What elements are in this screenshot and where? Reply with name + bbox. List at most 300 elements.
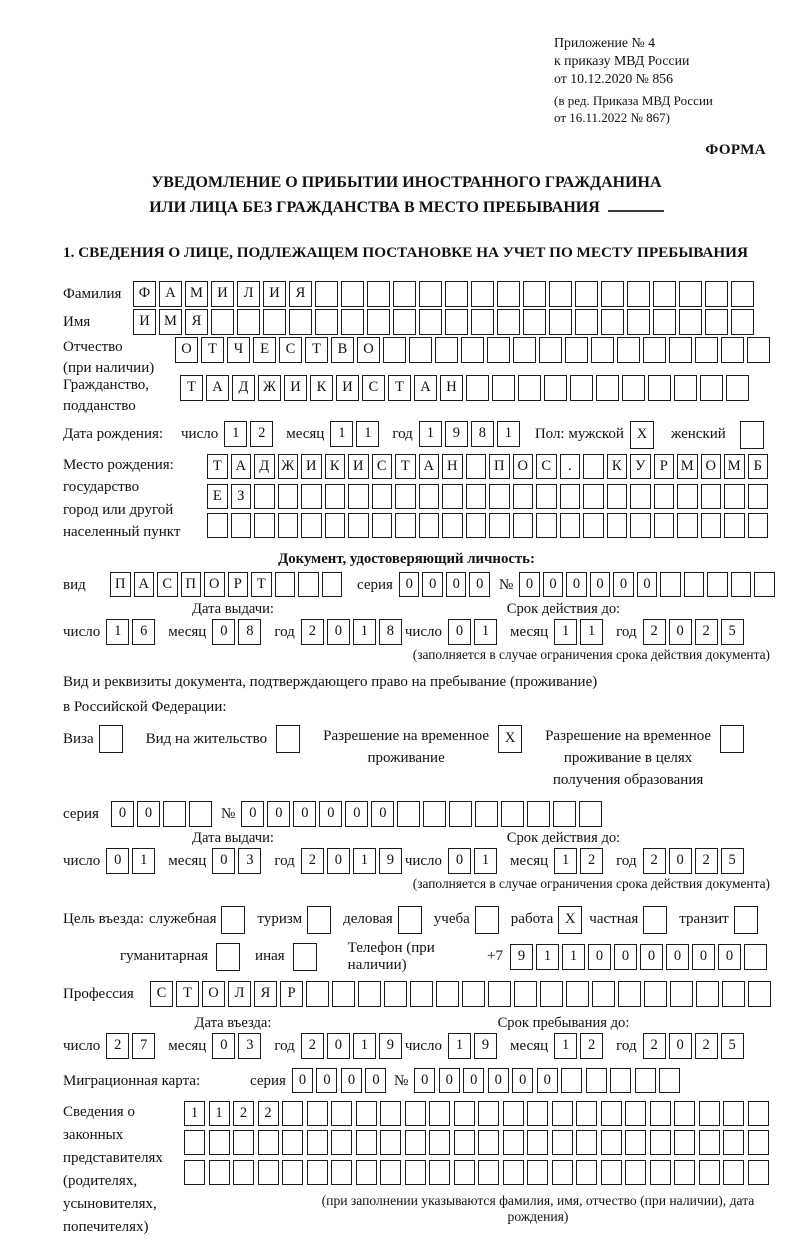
purpose-private-cell[interactable] [643, 906, 667, 934]
given-name-cell[interactable] [315, 309, 338, 335]
citizenship-cell[interactable] [518, 375, 541, 401]
patronymic-cell[interactable]: С [279, 337, 302, 363]
patronymic-cell[interactable] [643, 337, 666, 363]
birth-place-cell[interactable] [207, 513, 228, 538]
representatives-cell[interactable] [380, 1130, 401, 1155]
profession-cell[interactable] [696, 981, 719, 1007]
given-name-cell[interactable]: И [133, 309, 156, 335]
res-valid-day-cell[interactable]: 1 [474, 848, 497, 874]
res-issue-year-cell[interactable]: 1 [353, 848, 376, 874]
representatives-cell[interactable] [601, 1160, 622, 1185]
profession-cell[interactable]: Я [254, 981, 277, 1007]
phone-cell[interactable]: 0 [666, 944, 689, 970]
representatives-cell[interactable] [405, 1160, 426, 1185]
patronymic-cell[interactable] [747, 337, 770, 363]
surname-cell[interactable] [367, 281, 390, 307]
representatives-cell[interactable] [478, 1130, 499, 1155]
citizenship-cell[interactable] [726, 375, 749, 401]
representatives-cell[interactable] [331, 1160, 352, 1185]
doc-type-cell[interactable] [322, 572, 343, 597]
residence-number-cell[interactable]: 0 [267, 801, 290, 827]
valid-day-cell[interactable]: 0 [448, 619, 471, 645]
given-name-cell[interactable] [497, 309, 520, 335]
residence-series-cell[interactable]: 0 [137, 801, 160, 827]
given-name-cell[interactable] [471, 309, 494, 335]
patronymic-cell[interactable]: Т [201, 337, 224, 363]
birth-day-cell[interactable]: 2 [250, 421, 273, 447]
residence-number-cell[interactable] [579, 801, 602, 827]
entry-day-cell[interactable]: 7 [132, 1033, 155, 1059]
birth-place-cell[interactable] [748, 513, 769, 538]
res-valid-month-cell[interactable]: 2 [580, 848, 603, 874]
birth-place-cell[interactable]: О [701, 454, 722, 479]
citizenship-cell[interactable] [492, 375, 515, 401]
residence-number-cell[interactable]: 0 [319, 801, 342, 827]
birth-place-cell[interactable] [560, 513, 581, 538]
representatives-cell[interactable] [552, 1160, 573, 1185]
birth-place-cell[interactable] [254, 513, 275, 538]
patronymic-cell[interactable] [513, 337, 536, 363]
representatives-cell[interactable] [674, 1101, 695, 1126]
purpose-work-cell[interactable]: X [558, 906, 582, 934]
birth-place-cell[interactable]: С [372, 454, 393, 479]
patronymic-cell[interactable]: О [357, 337, 380, 363]
surname-cell[interactable] [471, 281, 494, 307]
surname-cell[interactable] [731, 281, 754, 307]
profession-cell[interactable] [592, 981, 615, 1007]
doc-type-cell[interactable]: Т [251, 572, 272, 597]
birth-place-cell[interactable] [395, 484, 416, 509]
birth-place-cell[interactable]: П [489, 454, 510, 479]
residence-number-cell[interactable]: 0 [241, 801, 264, 827]
birth-place-cell[interactable]: Т [207, 454, 228, 479]
doc-number-cell[interactable] [754, 572, 775, 597]
residence-number-cell[interactable] [475, 801, 498, 827]
doc-number-cell[interactable] [684, 572, 705, 597]
valid-month-cell[interactable]: 1 [580, 619, 603, 645]
representatives-cell[interactable] [380, 1160, 401, 1185]
res-valid-day-cell[interactable]: 0 [448, 848, 471, 874]
representatives-cell[interactable] [552, 1130, 573, 1155]
birth-place-cell[interactable]: О [513, 454, 534, 479]
representatives-cell[interactable] [282, 1160, 303, 1185]
citizenship-cell[interactable]: Д [232, 375, 255, 401]
birth-place-cell[interactable] [301, 513, 322, 538]
representatives-cell[interactable] [650, 1160, 671, 1185]
purpose-humanitarian-cell[interactable] [216, 943, 240, 971]
migration-number-cell[interactable]: 0 [414, 1068, 435, 1093]
issue-year-cell[interactable]: 1 [353, 619, 376, 645]
representatives-cell[interactable] [356, 1160, 377, 1185]
purpose-transit-cell[interactable] [734, 906, 758, 934]
representatives-cell[interactable] [625, 1160, 646, 1185]
birth-place-cell[interactable]: Д [254, 454, 275, 479]
birth-place-cell[interactable] [325, 484, 346, 509]
sex-female-cell[interactable] [740, 421, 764, 449]
stay-month-cell[interactable]: 1 [554, 1033, 577, 1059]
given-name-cell[interactable] [393, 309, 416, 335]
representatives-cell[interactable] [258, 1160, 279, 1185]
birth-year-cell[interactable]: 9 [445, 421, 468, 447]
birth-place-cell[interactable] [489, 513, 510, 538]
migration-number-cell[interactable] [586, 1068, 607, 1093]
birth-place-cell[interactable] [724, 513, 745, 538]
entry-day-cell[interactable]: 2 [106, 1033, 129, 1059]
representatives-cell[interactable]: 2 [258, 1101, 279, 1126]
residence-number-cell[interactable] [449, 801, 472, 827]
birth-place-cell[interactable] [630, 484, 651, 509]
given-name-cell[interactable] [445, 309, 468, 335]
residence-series-cell[interactable]: 0 [111, 801, 134, 827]
migration-series-cell[interactable]: 0 [316, 1068, 337, 1093]
doc-number-cell[interactable]: 0 [613, 572, 634, 597]
birth-year-cell[interactable]: 1 [419, 421, 442, 447]
profession-cell[interactable] [540, 981, 563, 1007]
patronymic-cell[interactable] [435, 337, 458, 363]
citizenship-cell[interactable]: С [362, 375, 385, 401]
birth-place-cell[interactable] [278, 513, 299, 538]
birth-place-cell[interactable] [442, 513, 463, 538]
entry-month-cell[interactable]: 0 [212, 1033, 235, 1059]
representatives-cell[interactable] [527, 1160, 548, 1185]
birth-place-cell[interactable] [654, 513, 675, 538]
representatives-cell[interactable]: 1 [209, 1101, 230, 1126]
representatives-cell[interactable] [233, 1160, 254, 1185]
birth-place-cell[interactable] [419, 513, 440, 538]
residence-number-cell[interactable]: 0 [293, 801, 316, 827]
representatives-cell[interactable] [454, 1160, 475, 1185]
representatives-cell[interactable] [699, 1130, 720, 1155]
patronymic-cell[interactable] [565, 337, 588, 363]
birth-place-cell[interactable]: А [419, 454, 440, 479]
birth-place-cell[interactable] [348, 513, 369, 538]
birth-place-cell[interactable] [654, 484, 675, 509]
citizenship-cell[interactable]: Т [180, 375, 203, 401]
citizenship-cell[interactable]: Т [388, 375, 411, 401]
birth-place-cell[interactable]: С [536, 454, 557, 479]
representatives-cell[interactable] [282, 1130, 303, 1155]
representatives-cell[interactable] [478, 1101, 499, 1126]
surname-cell[interactable] [653, 281, 676, 307]
birth-place-cell[interactable] [372, 513, 393, 538]
profession-cell[interactable] [618, 981, 641, 1007]
purpose-study-cell[interactable] [475, 906, 499, 934]
representatives-cell[interactable] [625, 1130, 646, 1155]
phone-cell[interactable]: 0 [718, 944, 741, 970]
representatives-cell[interactable] [527, 1130, 548, 1155]
patronymic-cell[interactable] [721, 337, 744, 363]
surname-cell[interactable] [445, 281, 468, 307]
representatives-cell[interactable] [429, 1160, 450, 1185]
profession-cell[interactable]: О [202, 981, 225, 1007]
phone-cell[interactable]: 0 [692, 944, 715, 970]
birth-year-cell[interactable]: 8 [471, 421, 494, 447]
res-issue-month-cell[interactable]: 3 [238, 848, 261, 874]
birth-place-cell[interactable] [513, 484, 534, 509]
birth-place-cell[interactable]: К [325, 454, 346, 479]
residence-number-cell[interactable] [527, 801, 550, 827]
birth-day-cell[interactable]: 1 [224, 421, 247, 447]
res-issue-year-cell[interactable]: 2 [301, 848, 324, 874]
given-name-cell[interactable]: М [159, 309, 182, 335]
representatives-cell[interactable] [674, 1130, 695, 1155]
purpose-business-cell[interactable] [398, 906, 422, 934]
phone-cell[interactable]: 1 [536, 944, 559, 970]
citizenship-cell[interactable] [570, 375, 593, 401]
phone-cell[interactable]: 0 [588, 944, 611, 970]
stay-day-cell[interactable]: 9 [474, 1033, 497, 1059]
representatives-cell[interactable] [576, 1101, 597, 1126]
patronymic-cell[interactable]: Е [253, 337, 276, 363]
birth-place-cell[interactable] [278, 484, 299, 509]
given-name-cell[interactable] [367, 309, 390, 335]
doc-number-cell[interactable] [707, 572, 728, 597]
surname-cell[interactable] [627, 281, 650, 307]
birth-place-cell[interactable] [748, 484, 769, 509]
phone-cell[interactable]: 0 [614, 944, 637, 970]
birth-place-cell[interactable] [513, 513, 534, 538]
birth-place-cell[interactable] [560, 484, 581, 509]
residence-series-cell[interactable] [189, 801, 212, 827]
migration-series-cell[interactable]: 0 [365, 1068, 386, 1093]
phone-cell[interactable]: 9 [510, 944, 533, 970]
doc-type-cell[interactable] [275, 572, 296, 597]
residence-number-cell[interactable] [553, 801, 576, 827]
representatives-cell[interactable] [380, 1101, 401, 1126]
birth-place-cell[interactable] [466, 513, 487, 538]
valid-year-cell[interactable]: 0 [669, 619, 692, 645]
purpose-official-cell[interactable] [221, 906, 245, 934]
purpose-tourism-cell[interactable] [307, 906, 331, 934]
representatives-cell[interactable] [650, 1101, 671, 1126]
birth-place-cell[interactable] [419, 484, 440, 509]
given-name-cell[interactable] [237, 309, 260, 335]
citizenship-cell[interactable] [674, 375, 697, 401]
migration-number-cell[interactable] [610, 1068, 631, 1093]
res-issue-day-cell[interactable]: 1 [132, 848, 155, 874]
residence-number-cell[interactable] [501, 801, 524, 827]
birth-place-cell[interactable] [489, 484, 510, 509]
representatives-cell[interactable]: 1 [184, 1101, 205, 1126]
purpose-other-cell[interactable] [293, 943, 317, 971]
phone-cell[interactable]: 1 [562, 944, 585, 970]
visa-cell[interactable] [99, 725, 123, 753]
representatives-cell[interactable] [233, 1130, 254, 1155]
representatives-cell[interactable] [527, 1101, 548, 1126]
phone-cell[interactable]: 0 [640, 944, 663, 970]
citizenship-cell[interactable]: А [206, 375, 229, 401]
surname-cell[interactable] [679, 281, 702, 307]
issue-year-cell[interactable]: 8 [379, 619, 402, 645]
issue-month-cell[interactable]: 0 [212, 619, 235, 645]
representatives-cell[interactable] [601, 1130, 622, 1155]
migration-number-cell[interactable] [659, 1068, 680, 1093]
valid-year-cell[interactable]: 5 [721, 619, 744, 645]
representatives-cell[interactable] [699, 1101, 720, 1126]
given-name-cell[interactable] [653, 309, 676, 335]
doc-type-cell[interactable]: П [110, 572, 131, 597]
birth-place-cell[interactable] [442, 484, 463, 509]
res-valid-month-cell[interactable]: 1 [554, 848, 577, 874]
patronymic-cell[interactable] [409, 337, 432, 363]
representatives-cell[interactable] [331, 1101, 352, 1126]
migration-number-cell[interactable] [635, 1068, 656, 1093]
representatives-cell[interactable] [576, 1130, 597, 1155]
residence-permit-cell[interactable] [276, 725, 300, 753]
phone-cell[interactable] [744, 944, 767, 970]
representatives-cell[interactable] [748, 1130, 769, 1155]
birth-place-cell[interactable]: Р [654, 454, 675, 479]
profession-cell[interactable] [488, 981, 511, 1007]
profession-cell[interactable] [722, 981, 745, 1007]
entry-year-cell[interactable]: 2 [301, 1033, 324, 1059]
migration-number-cell[interactable]: 0 [512, 1068, 533, 1093]
doc-number-cell[interactable]: 0 [566, 572, 587, 597]
representatives-cell[interactable] [576, 1160, 597, 1185]
citizenship-cell[interactable] [622, 375, 645, 401]
valid-day-cell[interactable]: 1 [474, 619, 497, 645]
birth-place-cell[interactable]: У [630, 454, 651, 479]
birth-year-cell[interactable]: 1 [497, 421, 520, 447]
res-valid-year-cell[interactable]: 2 [695, 848, 718, 874]
representatives-cell[interactable] [454, 1101, 475, 1126]
issue-month-cell[interactable]: 8 [238, 619, 261, 645]
profession-cell[interactable] [384, 981, 407, 1007]
res-issue-year-cell[interactable]: 0 [327, 848, 350, 874]
surname-cell[interactable] [575, 281, 598, 307]
citizenship-cell[interactable]: И [336, 375, 359, 401]
surname-cell[interactable]: М [185, 281, 208, 307]
birth-place-cell[interactable] [607, 484, 628, 509]
given-name-cell[interactable] [341, 309, 364, 335]
surname-cell[interactable] [419, 281, 442, 307]
representatives-cell[interactable]: 2 [233, 1101, 254, 1126]
doc-type-cell[interactable]: Р [228, 572, 249, 597]
representatives-cell[interactable] [405, 1101, 426, 1126]
stay-year-cell[interactable]: 2 [695, 1033, 718, 1059]
surname-cell[interactable] [523, 281, 546, 307]
birth-place-cell[interactable]: Б [748, 454, 769, 479]
issue-year-cell[interactable]: 2 [301, 619, 324, 645]
given-name-cell[interactable] [679, 309, 702, 335]
surname-cell[interactable]: И [263, 281, 286, 307]
surname-cell[interactable] [549, 281, 572, 307]
representatives-cell[interactable] [650, 1130, 671, 1155]
given-name-cell[interactable] [289, 309, 312, 335]
birth-place-cell[interactable] [466, 484, 487, 509]
migration-series-cell[interactable]: 0 [341, 1068, 362, 1093]
doc-series-cell[interactable]: 0 [399, 572, 420, 597]
doc-number-cell[interactable]: 0 [637, 572, 658, 597]
doc-number-cell[interactable]: 0 [519, 572, 540, 597]
given-name-cell[interactable] [263, 309, 286, 335]
profession-cell[interactable]: С [150, 981, 173, 1007]
entry-year-cell[interactable]: 1 [353, 1033, 376, 1059]
profession-cell[interactable]: Р [280, 981, 303, 1007]
birth-place-cell[interactable]: Е [207, 484, 228, 509]
birth-place-cell[interactable] [536, 484, 557, 509]
migration-number-cell[interactable] [561, 1068, 582, 1093]
representatives-cell[interactable] [723, 1101, 744, 1126]
surname-cell[interactable] [705, 281, 728, 307]
doc-type-cell[interactable] [298, 572, 319, 597]
stay-year-cell[interactable]: 5 [721, 1033, 744, 1059]
surname-cell[interactable] [601, 281, 624, 307]
profession-cell[interactable] [332, 981, 355, 1007]
representatives-cell[interactable] [307, 1130, 328, 1155]
given-name-cell[interactable] [627, 309, 650, 335]
birth-place-cell[interactable] [724, 484, 745, 509]
surname-cell[interactable]: Я [289, 281, 312, 307]
res-valid-year-cell[interactable]: 0 [669, 848, 692, 874]
entry-month-cell[interactable]: 3 [238, 1033, 261, 1059]
doc-number-cell[interactable]: 0 [543, 572, 564, 597]
representatives-cell[interactable] [748, 1160, 769, 1185]
doc-type-cell[interactable]: С [157, 572, 178, 597]
representatives-cell[interactable] [625, 1101, 646, 1126]
birth-place-cell[interactable]: И [301, 454, 322, 479]
birth-place-cell[interactable]: Ж [278, 454, 299, 479]
res-issue-month-cell[interactable]: 0 [212, 848, 235, 874]
profession-cell[interactable] [410, 981, 433, 1007]
representatives-cell[interactable] [184, 1130, 205, 1155]
migration-series-cell[interactable]: 0 [292, 1068, 313, 1093]
representatives-cell[interactable] [429, 1130, 450, 1155]
surname-cell[interactable]: Л [237, 281, 260, 307]
birth-place-cell[interactable]: З [231, 484, 252, 509]
migration-number-cell[interactable]: 0 [439, 1068, 460, 1093]
birth-place-cell[interactable] [701, 513, 722, 538]
profession-cell[interactable]: Т [176, 981, 199, 1007]
profession-cell[interactable] [670, 981, 693, 1007]
residence-number-cell[interactable]: 0 [371, 801, 394, 827]
residence-number-cell[interactable] [423, 801, 446, 827]
representatives-cell[interactable] [405, 1130, 426, 1155]
patronymic-cell[interactable]: В [331, 337, 354, 363]
valid-month-cell[interactable]: 1 [554, 619, 577, 645]
birth-place-cell[interactable] [677, 484, 698, 509]
citizenship-cell[interactable]: И [284, 375, 307, 401]
given-name-cell[interactable] [419, 309, 442, 335]
doc-series-cell[interactable]: 0 [422, 572, 443, 597]
patronymic-cell[interactable] [695, 337, 718, 363]
birth-month-cell[interactable]: 1 [356, 421, 379, 447]
profession-cell[interactable] [514, 981, 537, 1007]
representatives-cell[interactable] [209, 1130, 230, 1155]
representatives-cell[interactable] [184, 1160, 205, 1185]
given-name-cell[interactable] [523, 309, 546, 335]
birth-place-cell[interactable]: А [231, 454, 252, 479]
valid-year-cell[interactable]: 2 [695, 619, 718, 645]
birth-month-cell[interactable]: 1 [330, 421, 353, 447]
res-issue-day-cell[interactable]: 0 [106, 848, 129, 874]
profession-cell[interactable] [644, 981, 667, 1007]
citizenship-cell[interactable] [596, 375, 619, 401]
entry-year-cell[interactable]: 0 [327, 1033, 350, 1059]
representatives-cell[interactable] [503, 1101, 524, 1126]
issue-day-cell[interactable]: 6 [132, 619, 155, 645]
representatives-cell[interactable] [748, 1101, 769, 1126]
issue-day-cell[interactable]: 1 [106, 619, 129, 645]
citizenship-cell[interactable]: К [310, 375, 333, 401]
patronymic-cell[interactable] [617, 337, 640, 363]
citizenship-cell[interactable]: Н [440, 375, 463, 401]
valid-year-cell[interactable]: 2 [643, 619, 666, 645]
surname-cell[interactable] [497, 281, 520, 307]
patronymic-cell[interactable]: Т [305, 337, 328, 363]
birth-place-cell[interactable]: И [348, 454, 369, 479]
surname-cell[interactable]: А [159, 281, 182, 307]
